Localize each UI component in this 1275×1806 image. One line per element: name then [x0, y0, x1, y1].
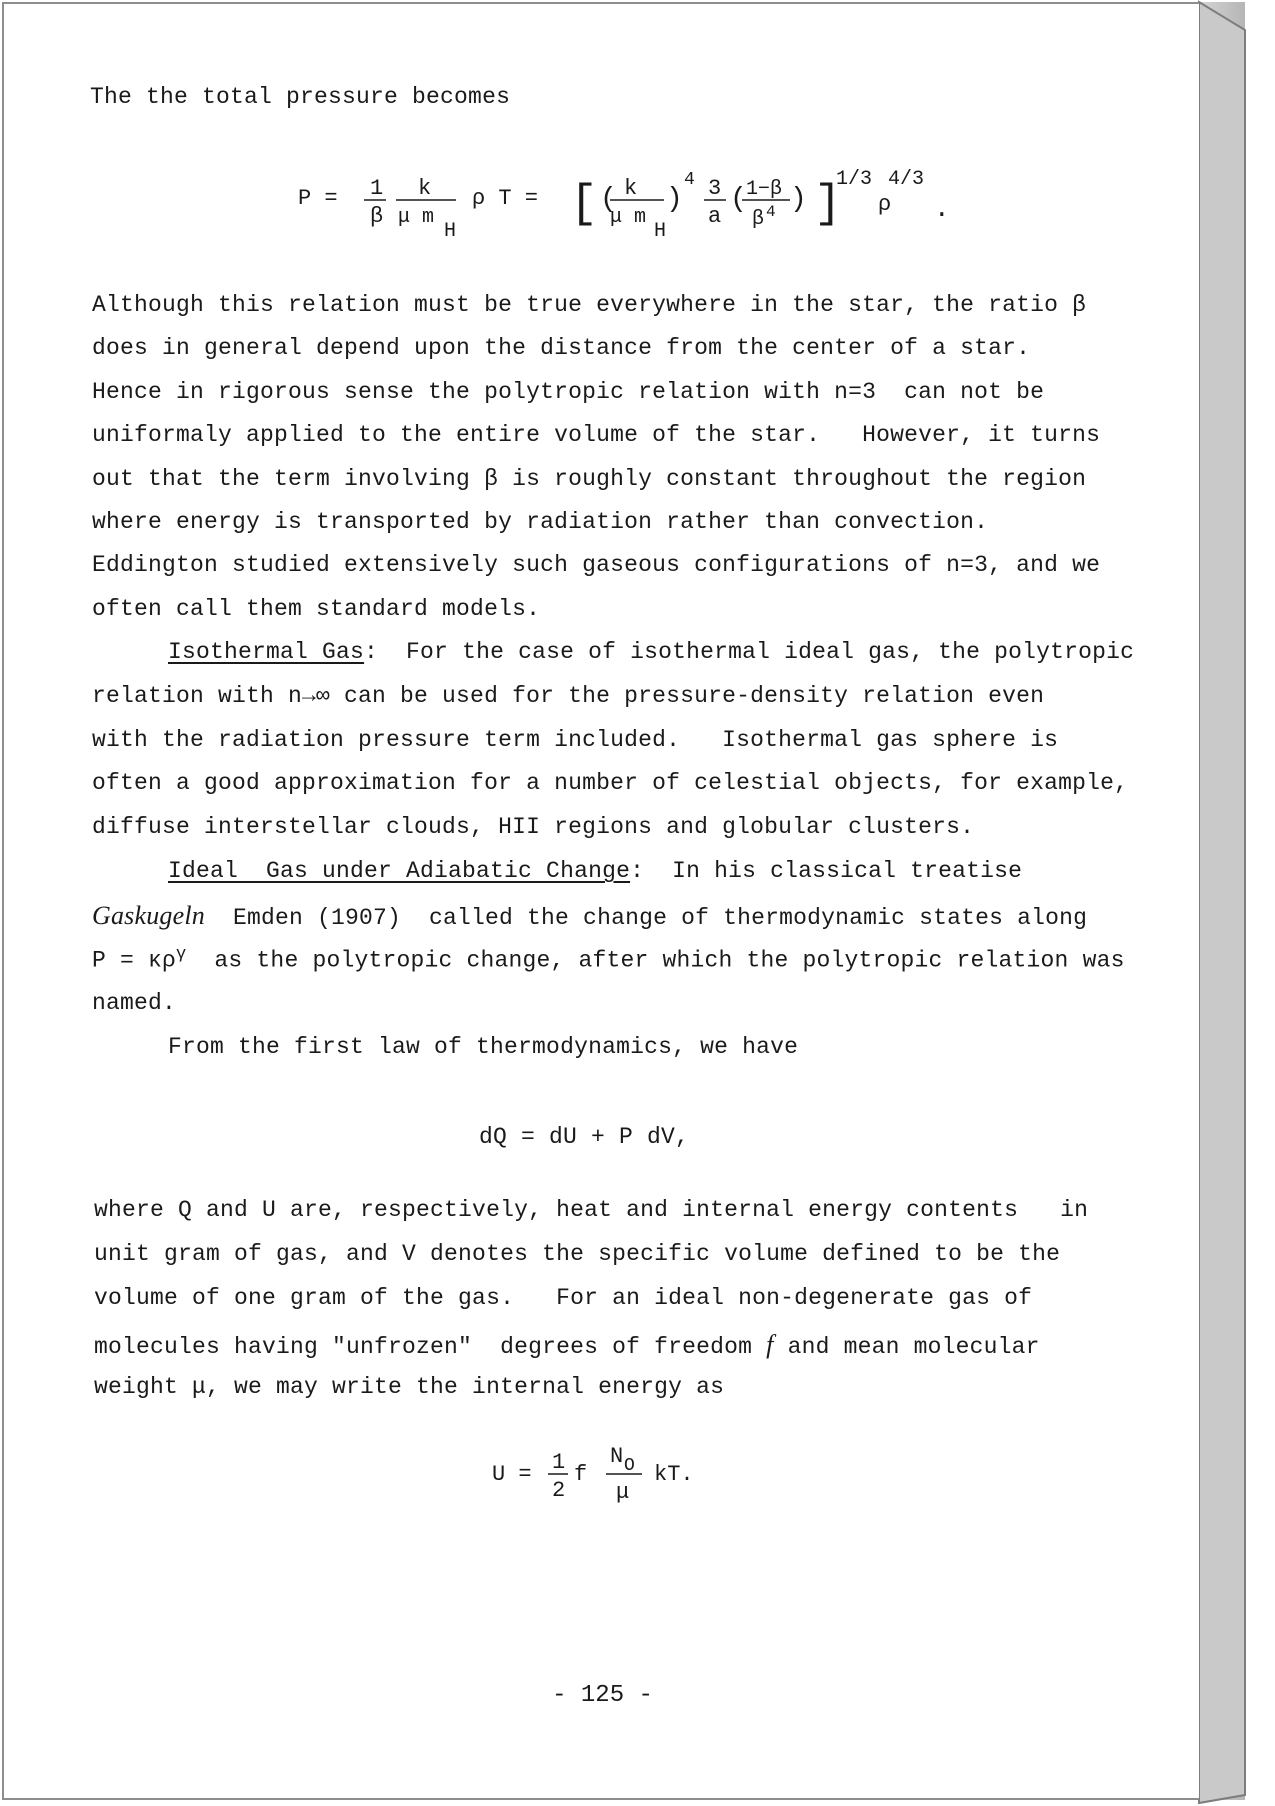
eq-frac4-den-sup: 4	[766, 203, 776, 221]
eq-bracket-left: [	[570, 178, 598, 230]
isothermal-line-3: often a good approximation for a number of celestial objects, for example,	[92, 770, 1129, 796]
para2-f: f	[766, 1330, 774, 1359]
para1-line-1: Although this relation must be true everywhere in the star, the ratio β	[92, 292, 1087, 318]
first-law-intro: From the first law of thermodynamics, we have	[168, 1034, 799, 1060]
intro-line: The the total pressure becomes	[90, 84, 511, 110]
adiabatic-line-3	[92, 945, 1125, 974]
book-edge-outline	[1190, 0, 1275, 1806]
eq-frac4-den: β	[752, 208, 765, 231]
eq-frac2-num: k	[418, 176, 432, 201]
eq-inner-num: k	[624, 176, 638, 201]
isothermal-heading-tail: : For the case of isothermal ideal gas, the polytropic	[364, 639, 1135, 665]
adiabatic-heading-line	[168, 858, 1022, 884]
para1-line-7: Eddington studied extensively such gaseous configurations of n=3, and we	[92, 552, 1101, 578]
isothermal-heading-line	[168, 639, 1134, 665]
eq-paren2-open: (	[730, 184, 747, 215]
eq2-lhs: U =	[492, 1462, 532, 1487]
polytropic-relation: P = κρ	[92, 947, 177, 974]
adiabatic-line-2-rest: Emden (1907) called the change of thermodynamic states along	[205, 905, 1088, 931]
eq2-half-den: 2	[552, 1478, 566, 1503]
isothermal-line-4: diffuse interstellar clouds, HII regions and globular clusters.	[92, 814, 975, 840]
polytropic-relation-sup: γ	[176, 945, 187, 964]
eq-power4: 4	[684, 170, 695, 190]
eq-frac3-num: 3	[708, 176, 722, 201]
para2-line-5: weight μ, we may write the internal energy as	[94, 1374, 725, 1400]
eq-end: .	[934, 194, 950, 224]
adiabatic-heading-tail: : In his classical treatise	[630, 858, 1023, 884]
adiabatic-line-3-rest: as the polytropic change, after which the polytropic relation was	[186, 947, 1125, 974]
eq2-n-num: N	[610, 1444, 624, 1469]
eq2-half-num: 1	[552, 1450, 566, 1475]
eq-paren2-close: )	[790, 184, 807, 215]
adiabatic-heading: Ideal Gas under Adiabatic Change	[168, 858, 631, 884]
eq2-n-sub: O	[624, 1456, 635, 1476]
eq-frac4-num: 1−β	[746, 178, 783, 201]
eq-rho: ρ	[878, 192, 892, 217]
eq-mid: ρ T =	[472, 186, 539, 211]
eq-frac2-den-sub: H	[444, 220, 457, 243]
eq-inner-den: μ m	[610, 206, 647, 229]
eq-paren-open: (	[600, 184, 617, 215]
para2-line-4-tail: and mean molecular	[773, 1334, 1040, 1360]
eq-lhs: P =	[298, 186, 338, 211]
isothermal-line-1: relation with n→∞ can be used for the pressure-density relation even	[92, 683, 1045, 709]
para2-line-3: volume of one gram of the gas. For an ideal non-degenerate gas of	[94, 1285, 1033, 1311]
document-page	[2, 2, 1199, 1800]
eq2-rhs: kT.	[654, 1462, 694, 1487]
eq-inner-den-sub: H	[654, 220, 667, 243]
para2-line-4	[94, 1330, 1040, 1360]
para2-line-2: unit gram of gas, and V denotes the specific volume defined to be the	[94, 1241, 1061, 1267]
eq-paren-close: )	[666, 184, 683, 215]
eq-frac3-den: a	[708, 204, 722, 229]
equation-first-law: dQ = dU + P dV,	[479, 1124, 690, 1150]
adiabatic-line-4: named.	[92, 990, 177, 1016]
equation-pressure	[294, 154, 954, 251]
eq-frac2-den: μ m	[398, 206, 435, 229]
adiabatic-line-2	[92, 901, 1087, 931]
para1-line-5: out that the term involving β is roughly constant throughout the region	[92, 466, 1087, 492]
para2-line-1: where Q and U are, respectively, heat and internal energy contents in	[94, 1197, 1089, 1223]
equation-energy-svg	[488, 1434, 728, 1518]
isothermal-line-2: with the radiation pressure term included. Isothermal gas sphere is	[92, 727, 1059, 753]
para1-line-6: where energy is transported by radiation rather than convection.	[92, 509, 989, 535]
eq2-f: f	[574, 1462, 588, 1487]
eq-bracket-right: ]	[814, 178, 842, 230]
isothermal-heading: Isothermal Gas	[168, 639, 365, 665]
eq-exp-four-thirds: 4/3	[888, 168, 925, 191]
para1-line-8: often call them standard models.	[92, 596, 541, 622]
para1-line-2: does in general depend upon the distance from the center of a star.	[92, 335, 1031, 361]
para1-line-3: Hence in rigorous sense the polytropic relation with n=3 can not be	[92, 379, 1045, 405]
eq-exp-one-third: 1/3	[836, 168, 873, 191]
equation-pressure-svg	[294, 154, 954, 246]
eq-frac1-num: 1	[370, 176, 384, 201]
eq2-n-den: μ	[616, 1480, 630, 1505]
book-title-gaskugeln: Gaskugeln	[92, 901, 205, 930]
para1-line-4: uniformaly applied to the entire volume of the star. However, it turns	[92, 422, 1101, 448]
page-number: - 125 -	[552, 1682, 653, 1709]
eq-frac1-den: β	[370, 204, 384, 229]
equation-energy	[488, 1434, 728, 1523]
para2-line-4-text: molecules having "unfrozen" degrees of freedom	[94, 1334, 753, 1360]
